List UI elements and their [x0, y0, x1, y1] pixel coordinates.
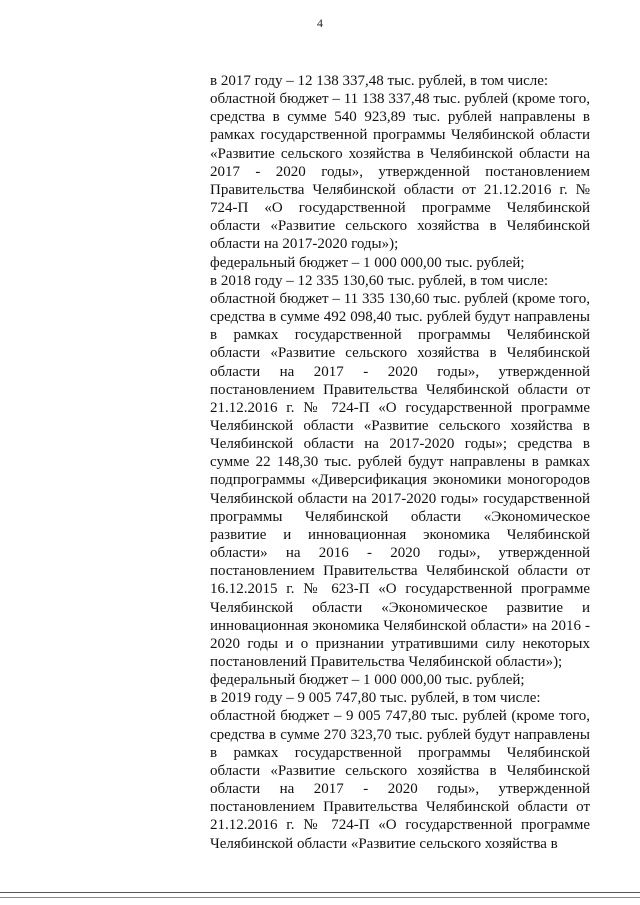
paragraph-2017-federal: федеральный бюджет – 1 000 000,00 тыс. рублей;	[210, 254, 525, 271]
paragraph-2017-regional: областной бюджет – 11 138 337,48 тыс. рублей (кроме того, средства в сумме 540 923,89 тыс. рублей направлены в рамках государственной программы Челябинской области «Развитие сельского хозяйства в Челябинской области на 2017 - 2020 годы», утвержденной постановлением Правительства Челябинской области от 21.12.2016 г. № 724-П «О государственной программе Челябинской области «Развитие сельского хозяйства в Челябинской области на 2017-2020 годы»);	[210, 91, 590, 253]
paragraph-2018-regional: областной бюджет – 11 335 130,60 тыс. рублей (кроме того, средства в сумме 492 098,40 тыс. рублей будут направлены в рамках государственной программы Челябинской области «Развитие сельского хозяйства в Челябинской области на 2017 - 2020 годы», утвержденной постановлением Правительства Челябинской области от 21.12.2016 г. № 724-П «О государственной программе Челябинской области «Развитие сельского хозяйства в Челябинской области на 2017-2020 годы»; средства в сумме 22 148,30 тыс. рублей будут направлены в рамках подпрограммы «Диверсификация экономики моногородов Челябинской области на 2017-2020 годы» государственной программы Челябинской области «Экономическое развитие и инновационная экономика Челябинской области» на 2016 - 2020 годы», утвержденной постановлением Правительства Челябинской области от 16.12.2015 г. № 623-П «О государственной программе Челябинской области «Экономическое развитие и инновационная экономика Челябинской области» на 2016 - 2020 годы и о признании утратившими силу некоторых постановлений Правительства Челябинской области»);	[210, 290, 590, 670]
page-number: 4	[317, 16, 323, 30]
paragraph-2017-total: в 2017 году – 12 138 337,48 тыс. рублей, в том числе:	[210, 73, 549, 89]
paragraph-2018-total: в 2018 году – 12 335 130,60 тыс. рублей, в том числе:	[210, 272, 549, 289]
paragraph-2019-total: в 2019 году – 9 005 747,80 тыс. рублей, в том числе:	[210, 690, 541, 707]
paragraph-2019-regional: областной бюджет – 9 005 747,80 тыс. рублей (кроме того, средства в сумме 270 323,70 тыс. рублей будут направлены в рамках государственной программы Челябинской области «Развитие сельского хозяйства в Челябинской области на 2017 - 2020 годы», утвержденной постановлением Правительства Челябинской области от 21.12.2016 г. № 724-П «О государственной программе Челябинской области «Развитие сельского хозяйства в	[210, 708, 590, 852]
paragraph-2018-federal: федеральный бюджет – 1 000 000,00 тыс. рублей;	[210, 672, 525, 689]
scan-edge-line	[0, 892, 640, 893]
scan-edge-line	[0, 897, 640, 898]
document-body	[210, 72, 590, 853]
